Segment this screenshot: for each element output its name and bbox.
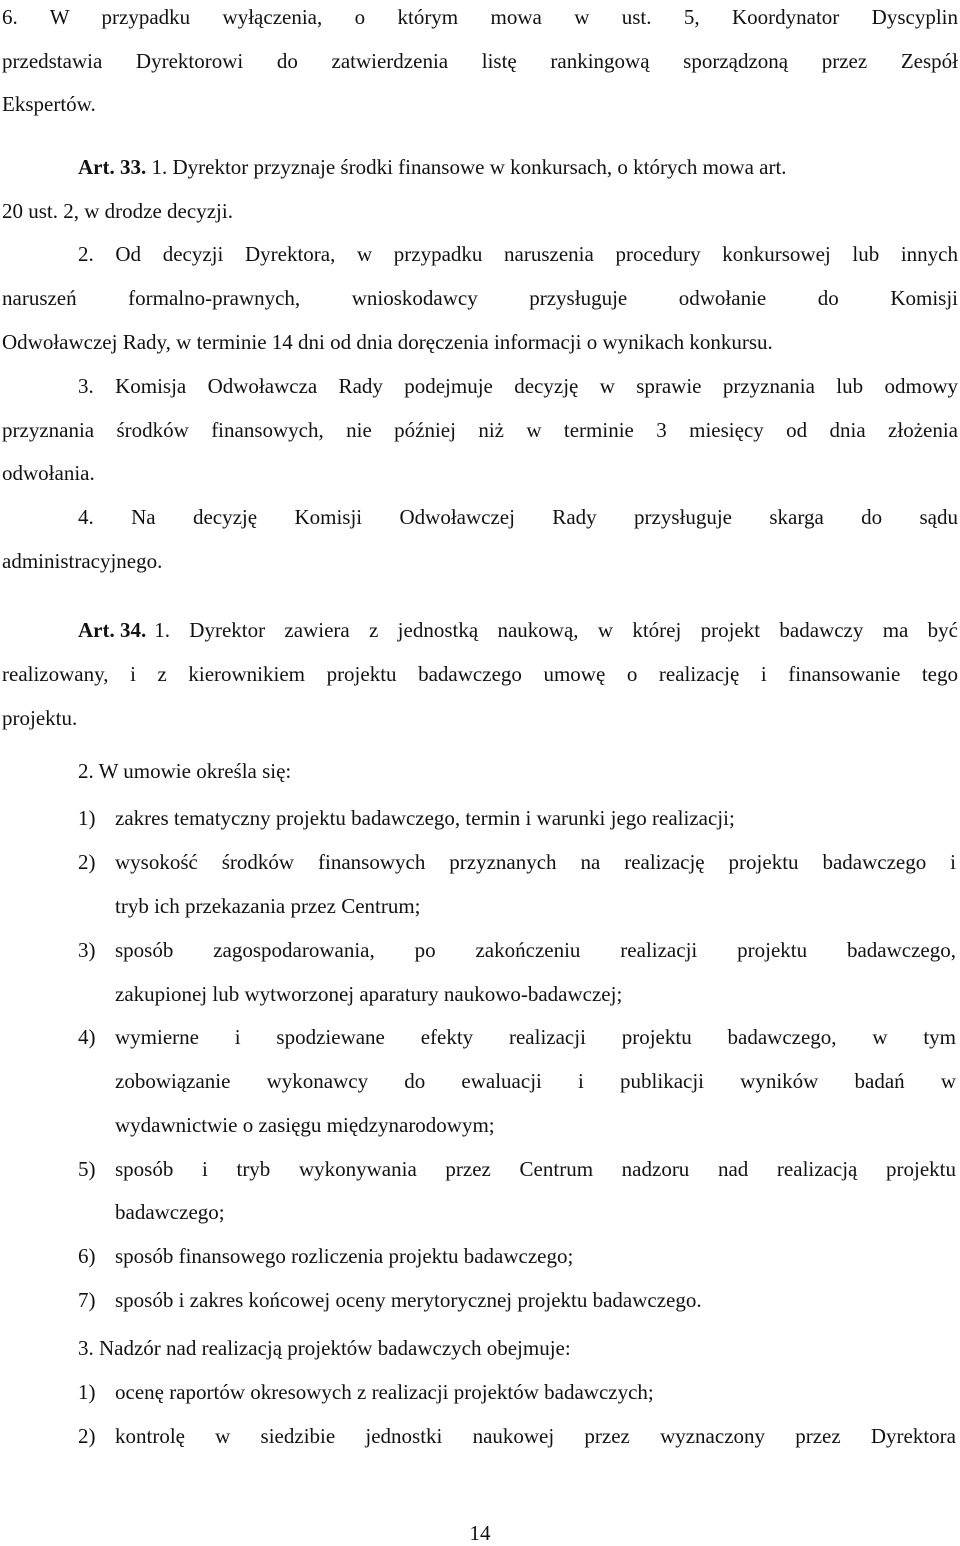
list-item-number: 6)	[78, 1244, 96, 1268]
list-item-text: ocenę raportów okresowych z realizacji projektów badawczych;	[115, 1380, 654, 1404]
para-6-line-2: przedstawia Dyrektorowi do zatwierdzenia listę rankingową sporządzoną przez Zespół	[2, 49, 958, 73]
art-34-line-1	[78, 617, 958, 643]
list-item-text: wysokość środków finansowych przyznanych na realizację projektu badawczego i	[115, 850, 956, 874]
list-item-number: 1)	[78, 806, 96, 830]
art-33-p2-line-1: 2. Od decyzji Dyrektora, w przypadku naruszenia procedury konkursowej lub innych	[78, 242, 958, 266]
list-item-number: 7)	[78, 1288, 96, 1312]
list-item-number: 4)	[78, 1025, 96, 1049]
art-33-line-2: 20 ust. 2, w drodze decyzji.	[2, 199, 233, 223]
art-34-label: Art. 34.	[78, 618, 147, 642]
art-33-p4-line-1: 4. Na decyzję Komisji Odwoławczej Rady przysługuje skarga do sądu	[78, 505, 958, 529]
art-33-p2-line-2: naruszeń formalno-prawnych, wnioskodawcy przysługuje odwołanie do Komisji	[2, 286, 958, 310]
art-34-line-2: realizowany, i z kierownikiem projektu badawczego umowę o realizację i finansowanie tego	[2, 662, 958, 686]
list-item-text: sposób zagospodarowania, po zakończeniu realizacji projektu badawczego,	[115, 938, 956, 962]
art-33-label: Art. 33.	[78, 155, 147, 179]
list-item-number: 2)	[78, 850, 96, 874]
list-item-text-cont: wydawnictwie o zasięgu międzynarodowym;	[115, 1113, 495, 1137]
art-34-text: 1. Dyrektor zawiera z jednostką naukową, w której projekt badawczy ma być	[154, 618, 958, 642]
art-33-p3-line-2: przyznania środków finansowych, nie później niż w terminie 3 miesięcy od dnia złożenia	[2, 418, 958, 442]
list-item-text-cont: badawczego;	[115, 1200, 225, 1224]
art-33-p3-line-3: odwołania.	[2, 461, 95, 485]
list-item-number: 2)	[78, 1424, 96, 1448]
list-item-text-cont: tryb ich przekazania przez Centrum;	[115, 894, 421, 918]
list-item-text: sposób i zakres końcowej oceny merytorycznej projektu badawczego.	[115, 1288, 702, 1312]
art-33-p4-line-2: administracyjnego.	[2, 549, 163, 573]
page-number: 14	[469, 1521, 491, 1545]
list-item-number: 5)	[78, 1157, 96, 1181]
list-item-text: wymierne i spodziewane efekty realizacji projektu badawczego, w tym	[115, 1025, 956, 1049]
para-6-line-1: 6. W przypadku wyłączenia, o którym mowa w ust. 5, Koordynator Dyscyplin	[2, 5, 958, 29]
list-item-number: 1)	[78, 1380, 96, 1404]
list-item-text: zakres tematyczny projektu badawczego, termin i warunki jego realizacji;	[115, 806, 735, 830]
art-33-line-1	[78, 154, 787, 180]
list-item-text: kontrolę w siedzibie jednostki naukowej przez wyznaczony przez Dyrektora	[115, 1424, 956, 1448]
list-item-text: sposób finansowego rozliczenia projektu badawczego;	[115, 1244, 574, 1268]
list-item-text-cont: zobowiązanie wykonawcy do ewaluacji i publikacji wyników badań w	[115, 1069, 956, 1093]
art-34-p2-intro: 2. W umowie określa się:	[78, 759, 292, 783]
list-item-text-cont: zakupionej lub wytworzonej aparatury naukowo-badawczej;	[115, 982, 623, 1006]
list-item-number: 3)	[78, 938, 96, 962]
art-33-p2-line-3: Odwoławczej Rady, w terminie 14 dni od dnia doręczenia informacji o wynikach konkursu.	[2, 330, 773, 354]
art-33-p3-line-1: 3. Komisja Odwoławcza Rady podejmuje decyzję w sprawie przyznania lub odmowy	[78, 374, 958, 398]
art-34-line-3: projektu.	[2, 706, 78, 730]
list-item-text: sposób i tryb wykonywania przez Centrum nadzoru nad realizacją projektu	[115, 1157, 956, 1181]
art-33-text: 1. Dyrektor przyznaje środki finansowe w konkursach, o których mowa art.	[151, 155, 787, 179]
para-6-line-3: Ekspertów.	[2, 92, 96, 116]
art-34-p3-intro: 3. Nadzór nad realizacją projektów badawczych obejmuje:	[78, 1336, 571, 1360]
